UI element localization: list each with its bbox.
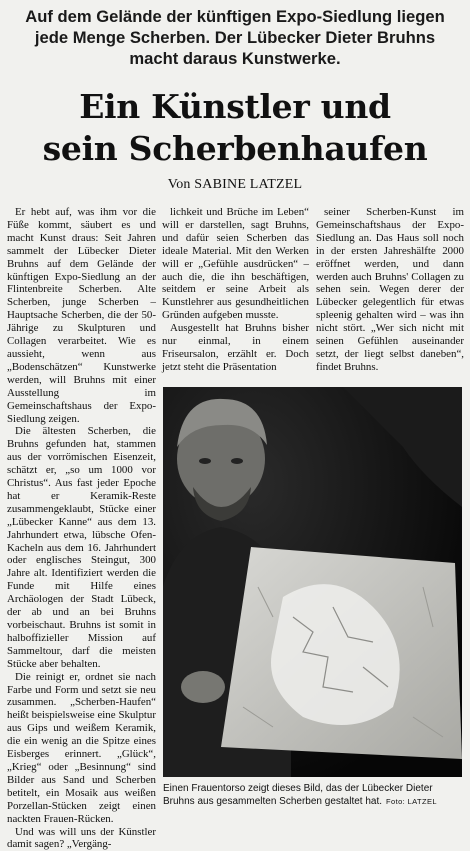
byline: Von SABINE LATZEL (0, 177, 470, 193)
paragraph: seiner Scherben-Kunst im Gemeinschaftshaus der Expo-Siedlung an. Das Haus soll noch in der ersten Jahreshälfte 2000 eröffnet werden, und dann werden auch Bruhns' Collagen zu sehen sein. Wegen derer der Lübecker gelegentlich für etwas spleenig gehalten wird – was ihn nicht stört. „Wer sich nicht mit seinen Gefühlen auseinander setzt, der liegt selbst daneben“, findet Bruhns. (316, 206, 464, 374)
paragraph: lichkeit und Brüche im Leben“ will er darstellen, sagt Bruhns, und dafür seien Scherben das ideale Material. Mit den Werken will er „Gefühle ausdrücken“ – auch die, die ihn beschäftigen, seitdem er seine Arbeit als Kunstlehrer aus gesundheitlichen Gründen aufgeben musste. (162, 206, 309, 322)
paragraph: Er hebt auf, was ihm vor die Füße kommt, säubert es und macht Kunst draus: Seit Jahren sammelt der Lübecker Dieter Bruhns auf dem Gelände der künftigen Expo-Siedlung an der Flintenbreite Scherben. Alte Scherben, junge Scherben – Hauptsache Scherben, die der 50-Jährige zu Skulpturen und Collagen verarbeitet. Wie es aussieht, wenn aus „Bodenschätzen“ Kunstwerke werden, will Bruhns mit einer Ausstellung im Gemeinschaftshaus der Expo-Siedlung zeigen. (7, 206, 156, 425)
caption-text: Einen Frauentorso zeigt dieses Bild, das der Lübecker Dieter Bruhns aus gesammelten Scherben gestaltet hat. (163, 783, 433, 807)
text-column-2 (162, 206, 309, 374)
article-lead: Auf dem Gelände der künftigen Expo-Siedlung liegen jede Menge Scherben. Der Lübecker Dieter Bruhns macht daraus Kunstwerke. (14, 6, 456, 69)
paragraph: Die reinigt er, ordnet sie nach Farbe und Form und setzt sie neu zusammen. „Scherben-Haufen“ heißt beispielsweise eine Skulptur aus Gips und weißem Keramik, die ein wenig an die Spitze eines Eisberges erinnert. „Glück“, „Krieg“ oder „Besinnung“ sind Bilder aus Sand und Scherben betitelt, ein Mosaik aus weißen Porzellan-Stücken zeigt einen nackten Frauen-Rücken. (7, 671, 156, 826)
artist-with-mosaic-image (163, 387, 462, 777)
paragraph: Ausgestellt hat Bruhns bisher nur einmal, in einem Friseursalon, erzählt er. Doch jetzt steht die Präsentation (162, 322, 309, 374)
text-column-3 (316, 206, 464, 374)
article-headline (8, 86, 462, 170)
photo-credit: Foto: LATZEL (386, 797, 437, 806)
paragraph: Die ältesten Scherben, die Bruhns gefunden hat, stammen aus der vorrömischen Eisenzeit, schätzt er, „so um 1000 vor Christus“. Aus fast jeder Epoche hat er Keramik-Reste zusammengeklaubt, Stücke einer „Lübecker Kanne“ aus dem 13. Jahrhundert etwa, lübsche Ofen-Kacheln aus dem 16. Jahrhundert oder englisches Steingut, 300 Jahre alt. Identifiziert werden die Funde mit Hilfe eines Archäologen der Stadt Lübeck, der ab und an bei Bruhns vorbeischaut. Bruhns ist somit in halboffizieller Mission auf Sammeltour, darf die meisten Stücke aber behalten. (7, 425, 156, 670)
photo-caption (163, 783, 465, 808)
text-column-1 (7, 206, 156, 851)
article-photo (163, 387, 462, 777)
headline-line-1: Ein Künstler und (8, 86, 462, 128)
paragraph: Und was will uns der Künstler damit sagen? „Vergäng- (7, 826, 156, 851)
headline-line-2: sein Scherbenhaufen (8, 128, 462, 170)
